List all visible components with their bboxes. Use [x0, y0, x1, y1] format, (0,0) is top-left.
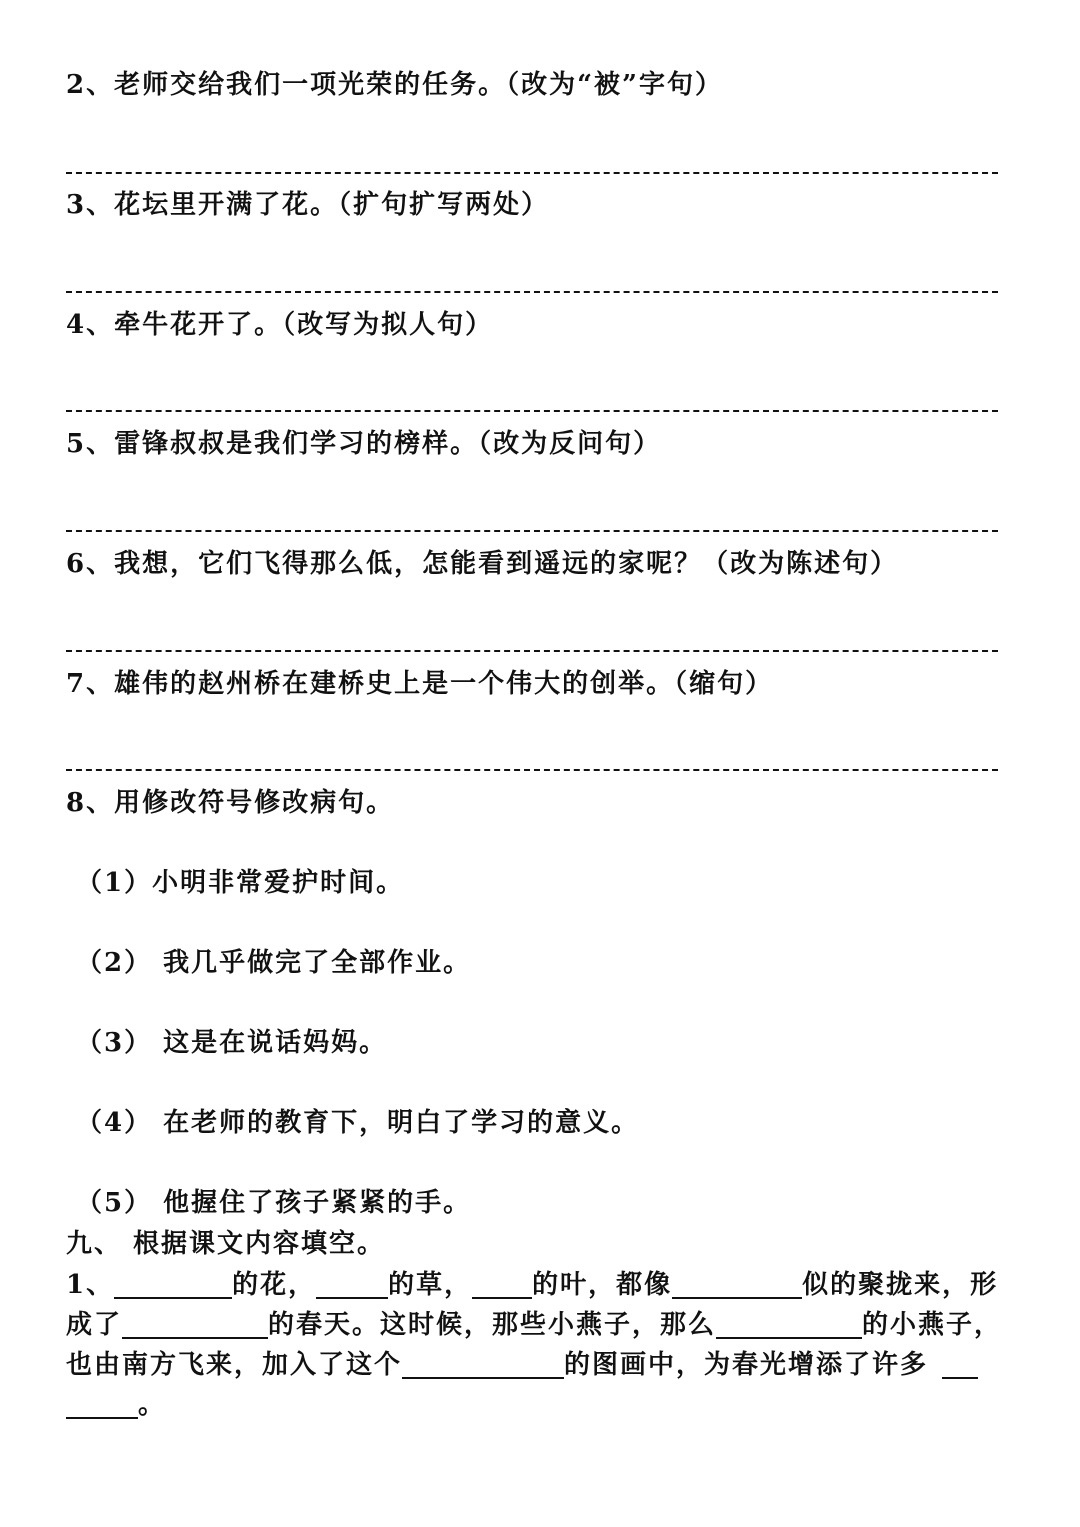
question-8-title: 8、用修改符号修改病句。 [66, 788, 395, 818]
blank-3[interactable] [472, 1269, 532, 1299]
paragraph-text: 的花， [232, 1270, 317, 1300]
question-number: 5、 [66, 429, 115, 459]
blank-1[interactable] [114, 1269, 232, 1299]
question-4 [66, 308, 493, 342]
answer-line-4[interactable] [66, 410, 998, 412]
blank-8-end[interactable] [66, 1389, 138, 1419]
q8-item-3: （3） 这是在说话妈妈。 [76, 1028, 388, 1058]
answer-line-6[interactable] [66, 650, 998, 652]
paragraph-text: 的叶，都像 [532, 1270, 673, 1300]
blank-4[interactable] [672, 1269, 802, 1299]
fill-in-paragraph [66, 1265, 1016, 1425]
blank-2[interactable] [316, 1269, 388, 1299]
question-number: 6、 [66, 549, 115, 579]
question-number: 7、 [66, 669, 115, 699]
q8-item-4: （4） 在老师的教育下，明白了学习的意义。 [76, 1108, 640, 1138]
blank-6[interactable] [716, 1309, 862, 1339]
question-6 [66, 547, 898, 581]
question-5 [66, 427, 661, 461]
paragraph-text: 。 [138, 1390, 167, 1420]
question-text: 雄伟的赵州桥在建桥史上是一个伟大的创举。（缩句） [114, 669, 774, 699]
q8-item-2: （2） 我几乎做完了全部作业。 [76, 948, 472, 978]
blank-5[interactable] [122, 1309, 268, 1339]
question-3 [66, 188, 549, 222]
answer-line-2[interactable] [66, 172, 998, 174]
paragraph-text: 的小燕子， [862, 1310, 1003, 1340]
question-text: 我想，它们飞得那么低，怎能看到遥远的家呢？（改为陈述句） [114, 549, 899, 579]
question-number: 2、 [66, 70, 115, 100]
section-9-title: 九、 根据课文内容填空。 [66, 1229, 386, 1259]
blank-7[interactable] [402, 1349, 564, 1379]
question-7 [66, 667, 773, 701]
paragraph-text: 的春天。这时候，那些小燕子，那么 [268, 1310, 717, 1340]
paragraph-text: 也由南方飞来，加入了这个 [66, 1350, 403, 1380]
question-text: 花坛里开满了花。（扩句扩写两处） [114, 190, 550, 220]
paragraph-number: 1、 [66, 1270, 115, 1300]
question-text: 牵牛花开了。（改写为拟人句） [114, 310, 494, 340]
paragraph-text: 似的聚拢来，形 [802, 1270, 999, 1300]
q8-item-1: （1）小明非常爱护时间。 [76, 868, 405, 898]
q8-item-5: （5） 他握住了孩子紧紧的手。 [76, 1188, 472, 1218]
paragraph-line-1 [66, 1265, 1016, 1305]
question-number: 4、 [66, 310, 115, 340]
answer-line-5[interactable] [66, 530, 998, 532]
answer-line-7[interactable] [66, 769, 998, 771]
question-number: 3、 [66, 190, 115, 220]
question-2 [66, 68, 723, 102]
answer-line-3[interactable] [66, 291, 998, 293]
paragraph-text: 成了 [66, 1310, 123, 1340]
blank-8-start[interactable] [942, 1349, 978, 1379]
paragraph-line-3 [66, 1345, 1016, 1385]
paragraph-line-2 [66, 1305, 1016, 1345]
paragraph-line-4 [66, 1385, 1016, 1425]
question-text: 雷锋叔叔是我们学习的榜样。（改为反问句） [114, 429, 662, 459]
question-text: 老师交给我们一项光荣的任务。（改为“被”字句） [114, 70, 724, 100]
paragraph-text: 的图画中，为春光增添了许多 [564, 1350, 929, 1380]
paragraph-text: 的草， [388, 1270, 473, 1300]
